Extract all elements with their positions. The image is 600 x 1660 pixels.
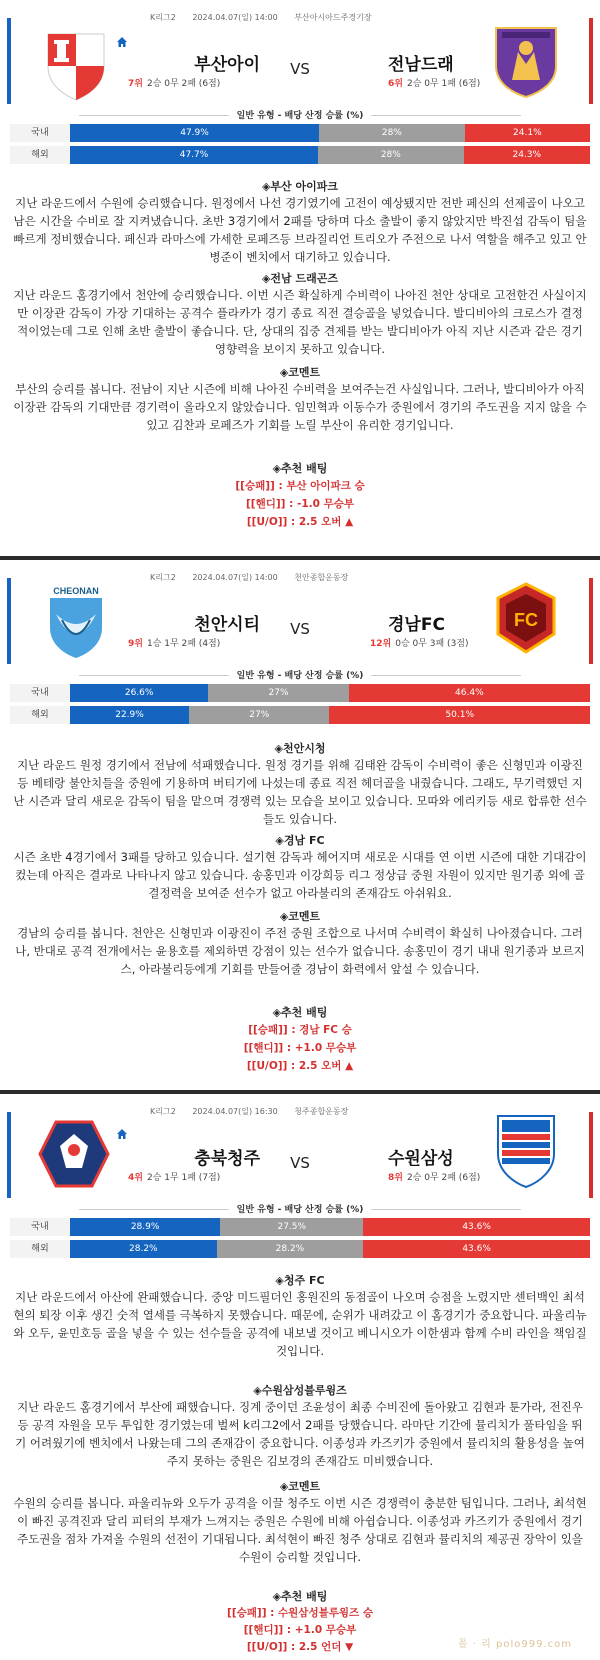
away-rank: 12위 <box>370 639 392 649</box>
bet-tag: [[핸디]] <box>245 498 286 510</box>
bet-tag: [[핸디]] <box>243 1624 284 1636</box>
home-icon <box>116 36 128 48</box>
home-color-bar <box>7 18 11 104</box>
section-text: 지난 라운드 원정 경기에서 전남에 석패했습니다. 원정 경기를 위해 김태완 감독이 수비력이 좋은 신형민과 이광진등 베테랑 불안치들을 중원에 기용하며 버티기에 나섰는데 종료 직전 헤더골을 내줬습니다. 그래도, 무기력했던 지난 시즌과 달리 새로운 감독이 팀을 맡으며 경쟁력 있는 모습을 보이고 있습니다. 모따와 에리키등 새로 합류한 선수들도 있습니다. <box>13 758 587 826</box>
away-team-record <box>388 76 480 89</box>
busan-ipark-logo <box>38 26 114 102</box>
odds-bar <box>70 146 590 164</box>
odds-row-label: 국내 <box>10 684 70 702</box>
draw-segment: 27% <box>189 706 329 724</box>
home-team-name: 천안시티 <box>194 615 260 635</box>
triangle-up-icon: ▲ <box>345 1060 354 1072</box>
away-record-text: 2승 0무 1패 (6점) <box>406 79 481 89</box>
draw-segment: 28% <box>319 124 465 142</box>
away-win-segment: 43.6% <box>363 1240 590 1258</box>
section-text: 부산의 승리를 봅니다. 전남이 지난 시즌에 비해 나아진 수비력을 보여주는건 사실입니다. 그러나, 발디비아가 아직 이장관 감독의 기대만큼 경기력이 올라오지 않았습니다. 임민혁과 이동수가 중원에서 경기의 주도권을 지지 않을 수 있고 김찬과 로페즈가 기회를 노릴 부산이 유리한 경기입니다. <box>13 382 587 432</box>
bet-tag: [[핸디]] <box>243 1042 284 1054</box>
match-card-2 <box>0 560 600 1090</box>
league-label: K리그2 <box>150 1107 176 1116</box>
odds-row-label: 국내 <box>10 1218 70 1236</box>
section-text: 지난 라운드 홈경기에서 부산에 패했습니다. 징계 중이던 조윤성이 최종 수비진에 돌아왔고 김현과 툰가라, 전진우등 공격 자원을 모두 투입한 경기였는데 벌써 k리그2에서 2패를 당했습니다. 라마단 기간에 뮬리치가 풀타임을 뛰기 어려웠기에 벤치에서 나왔는데 그의 존재감이 중요합니다. 이종성과 카즈키가 중원에서 뮬리치의 활용성을 높여주지 못하는 중원은 김보경의 존재감도 미비했습니다. <box>15 1400 585 1468</box>
bet-tag: [[승패]] <box>235 480 275 492</box>
vs-label: VS <box>290 620 310 638</box>
triangle-up-icon: ▲ <box>345 516 354 528</box>
away-color-bar <box>589 578 593 664</box>
home-win-segment: 28.9% <box>70 1218 220 1236</box>
bet-value: : -1.0 무승부 <box>285 498 355 510</box>
draw-segment: 27.5% <box>220 1218 363 1236</box>
away-record-text: 0승 0무 3패 (3점) <box>395 639 469 649</box>
odds-bar <box>70 1240 590 1258</box>
bet-value: : 2.5 오버 <box>287 516 346 528</box>
vs-label: VS <box>290 60 310 78</box>
away-rank: 6위 <box>388 79 403 89</box>
match-datetime: 2024.04.07(일) 14:00 <box>192 573 278 582</box>
match-meta <box>150 1106 490 1117</box>
home-team-record <box>128 1170 220 1183</box>
bet-value: : +1.0 무승부 <box>283 1042 357 1054</box>
home-team-record <box>128 636 220 649</box>
home-win-segment: 47.9% <box>70 124 319 142</box>
bet-value: : 2.5 오버 <box>287 1060 346 1072</box>
odds-row-overseas <box>10 1240 590 1258</box>
draw-segment: 27% <box>208 684 348 702</box>
bet-tag: [[U/O]] <box>246 516 288 528</box>
match-card-3 <box>0 1094 600 1660</box>
bet-result <box>0 1605 600 1620</box>
odds-title: 일반 유형 - 배당 산정 승률 (%) <box>0 1202 600 1215</box>
home-icon <box>116 1128 128 1140</box>
site-watermark: 폴 · 리 polo999.com <box>457 1639 572 1650</box>
chungbuk-cheongju-logo <box>36 1116 112 1192</box>
home-rank: 9위 <box>128 639 143 649</box>
odds-row-overseas <box>10 146 590 164</box>
match-venue: 천안종합운동장 <box>294 573 349 582</box>
home-rank: 4위 <box>128 1173 143 1183</box>
odds-bar <box>70 1218 590 1236</box>
bet-over-under <box>0 1058 600 1073</box>
section-title: ◈코멘트 <box>279 1480 321 1493</box>
draw-segment: 28% <box>318 146 464 164</box>
section-text: 경남의 승리를 봅니다. 천안은 신형민과 이광진이 주전 중원 조합으로 나서며 수비력이 확실히 나아졌습니다. 그러나, 반대로 공격 전개에서는 윤용호를 제외하면 강점이 있는 선수가 없습니다. 송홍민이 경기 내내 원기종과 보르지스, 아라불리등에게 기회를 만들어줄 경남이 화력에서 앞설 수 있습니다. <box>15 926 585 976</box>
section-title: ◈부산 아이파크 <box>261 180 339 193</box>
home-win-segment: 47.7% <box>70 146 318 164</box>
away-record-text: 2승 0무 2패 (6점) <box>406 1173 481 1183</box>
suwon-samsung-logo <box>488 1112 564 1188</box>
section-title: ◈경남 FC <box>275 834 325 847</box>
bet-value: : +1.0 무승부 <box>283 1624 357 1636</box>
odds-row-label: 해외 <box>10 1240 70 1258</box>
away-team-name: 경남FC <box>388 615 445 635</box>
away-win-segment: 24.1% <box>465 124 590 142</box>
section-title: ◈청주 FC <box>275 1274 325 1287</box>
home-color-bar <box>7 578 11 664</box>
odds-title: 일반 유형 - 배당 산정 승률 (%) <box>0 108 600 121</box>
bet-title: ◈추천 배팅 <box>272 1590 328 1603</box>
cheonan-city-logo <box>38 584 114 660</box>
gyeongnam-fc-logo <box>488 580 564 656</box>
match-venue: 청주종합운동장 <box>294 1107 349 1116</box>
home-team-name: 부산아이 <box>194 55 260 75</box>
home-team-record <box>128 76 220 89</box>
league-label: K리그2 <box>150 13 176 22</box>
match-venue: 부산아시아드주경기장 <box>294 13 372 22</box>
section-text: 지난 라운드에서 수원에 승리했습니다. 원정에서 나선 경기였기에 고전이 예상됐지만 전반 페신의 선제골이 나오고 남은 시간을 수비로 잘 지켜냈습니다. 초반 3경기에서 2패를 당하며 다소 출발이 좋지 않았지만 박진섭 감독이 팀을 빠르게 정비했습니다. 페신과 라마스에 가세한 로페즈등 브라질리언 트리오가 주전으로 나서 역할을 해주고 있고 안병준이 벤치에서 대기하고 있습니다. <box>13 196 587 264</box>
away-rank: 8위 <box>388 1173 403 1183</box>
home-team-name: 충북청주 <box>194 1149 260 1169</box>
jeonnam-dragons-logo <box>488 22 564 98</box>
away-color-bar <box>589 1112 593 1198</box>
bet-tag: [[U/O]] <box>246 1641 288 1653</box>
home-win-segment: 26.6% <box>70 684 208 702</box>
home-color-bar <box>7 1112 11 1198</box>
home-record-text: 2승 1무 1패 (7점) <box>146 1173 221 1183</box>
draw-segment: 28.2% <box>217 1240 364 1258</box>
match-meta <box>150 12 490 23</box>
bet-title: ◈추천 배팅 <box>272 1006 328 1019</box>
away-win-segment: 24.3% <box>464 146 590 164</box>
bet-value: : 수원삼성블루윙즈 승 <box>266 1607 373 1619</box>
home-rank: 7위 <box>128 79 143 89</box>
bet-tag: [[승패]] <box>248 1024 288 1036</box>
bet-value: : 부산 아이파크 승 <box>274 480 365 492</box>
odds-row-label: 해외 <box>10 706 70 724</box>
odds-bar <box>70 706 590 724</box>
odds-row-label: 해외 <box>10 146 70 164</box>
bet-tag: [[승패]] <box>227 1607 267 1619</box>
away-win-segment: 46.4% <box>349 684 590 702</box>
svg-text:CHEONAN: CHEONAN <box>53 586 99 596</box>
section-title: ◈전남 드래곤즈 <box>261 272 339 285</box>
away-win-segment: 50.1% <box>329 706 590 724</box>
league-label: K리그2 <box>150 573 176 582</box>
section-text: 지난 라운드에서 아산에 완패했습니다. 중앙 미드필더인 홍원진의 동점골이 나오며 승점을 노렸지만 센터백인 최석현의 퇴장 이후 생긴 숫적 열세를 극복하지 못했습니다. 때문에, 순위가 내려갔고 이 홈경기가 중요합니다. 파울리뉴와 오두, 윤민호등 골을 넣을 수 있는 선수들을 공격에 내보낼 것이고 베니시오가 이한샘과 함께 수비 라인을 책임질 것입니다. <box>13 1290 587 1358</box>
away-color-bar <box>589 18 593 104</box>
section-title: ◈코멘트 <box>279 910 321 923</box>
away-team-record <box>388 1170 480 1183</box>
odds-row-overseas <box>10 706 590 724</box>
section-text: 시즌 초반 4경기에서 3패를 당하고 있습니다. 설기현 감독과 헤어지며 새로운 시대를 연 이번 시즌에 대한 기대감이 컸는데 아직은 결과로 나타나지 않고 있습니다. 송홍민과 이강희등 리그 정상급 중원 자원이 있지만 원기종 외에 골 결정력을 보여준 선수가 없고 아라불리의 존재감도 아쉬워요. <box>13 850 587 900</box>
bet-handicap <box>0 1040 600 1055</box>
bet-value: : 경남 FC 승 <box>287 1024 352 1036</box>
bet-tag: [[U/O]] <box>246 1060 288 1072</box>
triangle-down-icon: ▼ <box>345 1641 354 1653</box>
home-record-text: 2승 0무 2패 (6점) <box>146 79 221 89</box>
section-title: ◈수원삼성블루윙즈 <box>253 1384 347 1397</box>
svg-text:FC: FC <box>514 610 538 630</box>
odds-bar <box>70 684 590 702</box>
section-text: 지난 라운드 홈경기에서 천안에 승리했습니다. 이번 시즌 확실하게 수비력이 나아진 천안 상대로 고전한건 사실이지만 이장관 감독이 가장 기대하는 공격수 플라카가 경기 종료 직전 결승골을 넣었습니다. 발디비아의 크로스가 결정적이었는데 그로 인해 초반 출발이 좋습니다. 단, 상대의 집중 견제를 받는 발디비아가 아직 지난 시즌과 같은 경기 영향력을 보이지 못하고 있습니다. <box>13 288 587 356</box>
away-team-name: 전남드래 <box>388 55 454 75</box>
bet-over-under <box>0 514 600 529</box>
bet-result <box>0 478 600 493</box>
odds-bar <box>70 124 590 142</box>
match-meta <box>150 572 490 583</box>
match-datetime: 2024.04.07(일) 14:00 <box>192 13 278 22</box>
home-record-text: 1승 1무 2패 (4점) <box>146 639 221 649</box>
odds-row-domestic <box>10 684 590 702</box>
away-team-name: 수원삼성 <box>388 1149 454 1169</box>
home-win-segment: 22.9% <box>70 706 189 724</box>
away-team-record <box>370 636 469 649</box>
bet-handicap <box>0 496 600 511</box>
home-win-segment: 28.2% <box>70 1240 217 1258</box>
bet-value: : 2.5 언더 <box>287 1641 346 1653</box>
bet-title: ◈추천 배팅 <box>272 462 328 475</box>
away-win-segment: 43.6% <box>363 1218 590 1236</box>
match-datetime: 2024.04.07(일) 16:30 <box>192 1107 278 1116</box>
odds-row-label: 국내 <box>10 124 70 142</box>
vs-label: VS <box>290 1154 310 1172</box>
odds-row-domestic <box>10 1218 590 1236</box>
bet-result <box>0 1022 600 1037</box>
match-card-1 <box>0 0 600 556</box>
section-text: 수원의 승리를 봅니다. 파울리뉴와 오두가 공격을 이끌 청주도 이번 시즌 경쟁력이 충분한 팀입니다. 그러나, 최석현이 빠진 공격진과 달리 피터의 부재가 느껴지는 중원은 수원에 비해 아쉽습니다. 이종성과 카즈키가 중원에서 경기 주도권을 점차 가져올 수원의 선전이 기대됩니다. 최석현이 빠진 청주 상대로 김현과 뮬리치의 제공권 장악이 있을 수원이 승리할 것입니다. <box>13 1496 587 1564</box>
section-title: ◈천안시청 <box>274 742 326 755</box>
section-title: ◈코멘트 <box>279 366 321 379</box>
odds-title: 일반 유형 - 배당 산정 승률 (%) <box>0 668 600 681</box>
odds-row-domestic <box>10 124 590 142</box>
